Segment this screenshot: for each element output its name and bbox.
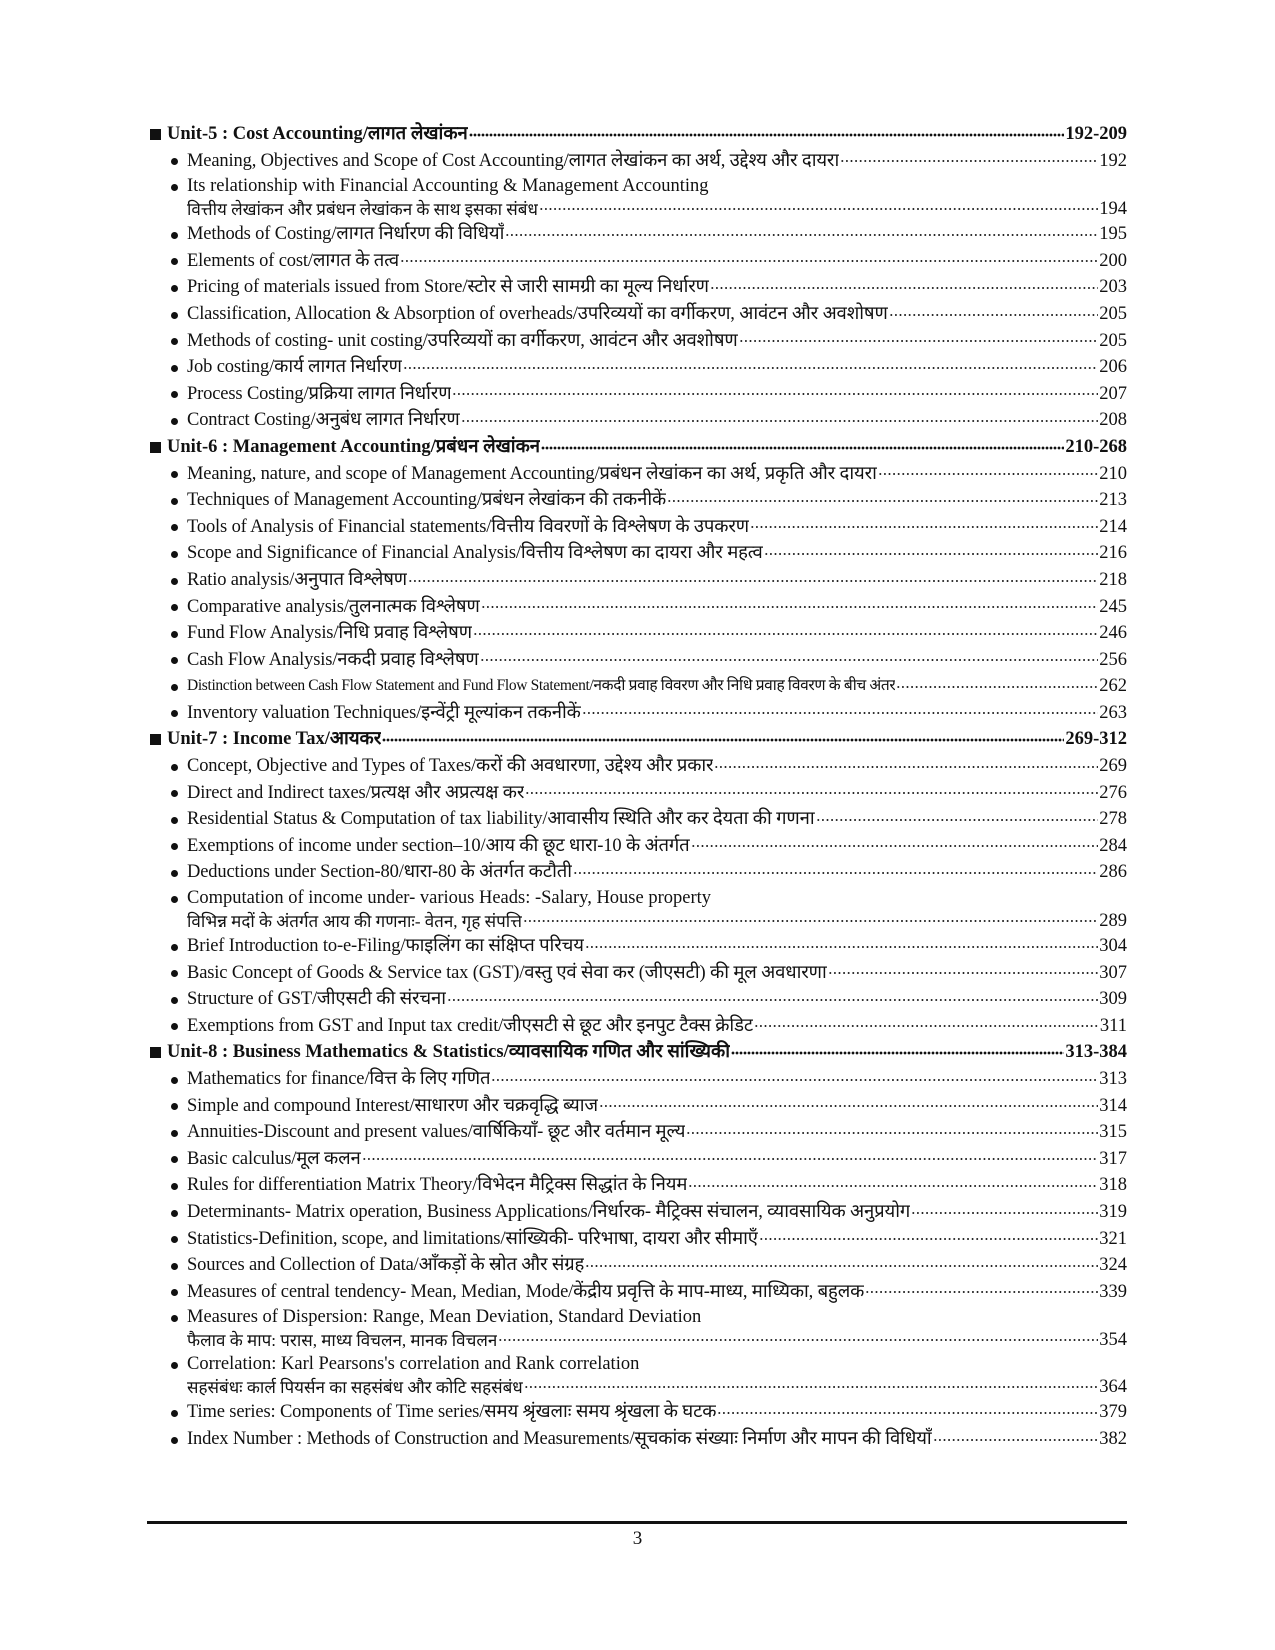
round-bullet-icon (171, 970, 178, 977)
round-bullet-icon (171, 1156, 178, 1163)
dot-leader (828, 967, 1099, 979)
dot-leader (481, 601, 1099, 613)
round-bullet-icon (171, 631, 178, 638)
unit-title: Unit-8 : Business Mathematics & Statistics/व्यावसायिक गणित और सांख्यिकी (167, 1042, 731, 1063)
entry-title: Basic Concept of Goods & Service tax (GST)/वस्तु एवं सेवा कर (जीएसटी) की मूल अवधारणा (187, 962, 827, 983)
entry-title: Tools of Analysis of Financial statements/वित्तीय विवरणों के विश्लेषण के उपकरण (187, 516, 749, 537)
entry-page: 218 (1099, 569, 1127, 590)
toc-entry (147, 148, 1127, 175)
dot-leader (759, 1233, 1098, 1245)
dot-leader (403, 362, 1098, 374)
round-bullet-icon (171, 764, 178, 771)
dot-leader (739, 335, 1099, 347)
entry-title: Determinants- Matrix operation, Business Applications/निर्धारक- मैट्रिक्स संचालन, व्यावसायिक अनुप्रयोग (187, 1201, 911, 1222)
toc-entry (147, 886, 1127, 932)
round-bullet-icon (171, 1315, 178, 1322)
round-bullet-icon (171, 578, 178, 585)
entry-title: Job costing/कार्य लागत निर्धारण (187, 357, 402, 378)
dot-leader (691, 840, 1099, 852)
dot-leader (524, 1381, 1098, 1393)
entry-page: 319 (1099, 1201, 1127, 1222)
round-bullet-icon (171, 684, 178, 691)
entry-title-hindi: वित्तीय लेखांकन और प्रबंधन लेखांकन के साथ इसका संबंध (187, 200, 538, 220)
entry-page: 324 (1099, 1255, 1127, 1276)
round-bullet-icon (171, 1410, 178, 1417)
dot-leader (599, 1100, 1098, 1112)
dot-leader (539, 203, 1098, 215)
entry-page: 262 (1099, 676, 1127, 697)
round-bullet-icon (171, 710, 178, 717)
entry-title: Annuities-Discount and present values/वार्षिकियाँ- छूट और वर्तमान मूल्य (187, 1122, 686, 1143)
dot-leader (764, 548, 1099, 560)
round-bullet-icon (171, 338, 178, 345)
entry-page: 311 (1099, 1015, 1127, 1036)
dot-leader (573, 867, 1098, 879)
entry-title: Pricing of materials issued from Store/स्टोर से जारी सामग्री का मूल्य निर्धारण (187, 277, 709, 298)
toc-entry (147, 960, 1127, 987)
entry-page: 309 (1099, 989, 1127, 1010)
entry-title-english: Its relationship with Financial Accounting & Management Accounting (187, 176, 709, 197)
entry-page: 205 (1099, 330, 1127, 351)
unit-title: Unit-6 : Management Accounting/प्रबंधन लेखांकन (167, 436, 541, 457)
unit-heading (147, 1039, 1127, 1066)
round-bullet-icon (171, 1289, 178, 1296)
round-bullet-icon (171, 184, 178, 191)
entry-page: 364 (1099, 1377, 1127, 1398)
toc-entry (147, 487, 1127, 514)
round-bullet-icon (171, 1362, 178, 1369)
toc-entry (147, 407, 1127, 434)
entry-title: Classification, Allocation & Absorption of overheads/उपरिव्ययों का वर्गीकरण, आवंटन और अवशोषण (187, 303, 888, 324)
entry-title: Brief Introduction to-e-Filing/फाइलिंग का संक्षिप्त परिचय (187, 936, 584, 957)
dot-leader (750, 521, 1098, 533)
entry-page: 307 (1099, 962, 1127, 983)
dot-leader (686, 1127, 1098, 1139)
entry-title: Methods of costing- unit costing/उपरिव्ययों का वर्गीकरण, आवंटन और अवशोषण (187, 330, 738, 351)
dot-leader (473, 628, 1098, 640)
dot-leader (541, 442, 1064, 454)
dot-leader (731, 1047, 1064, 1059)
entry-title-hindi: सहसंबंधः कार्ल पियर्सन का सहसंबंध और कोटि सहसंबंध (187, 1378, 523, 1398)
entry-page: 203 (1099, 277, 1127, 298)
entry-title: Ratio analysis/अनुपात विश्लेषण (187, 569, 408, 590)
entry-page: 246 (1099, 623, 1127, 644)
toc-entry (147, 221, 1127, 248)
entry-title: Inventory valuation Techniques/इन्वेंट्री मूल्यांकन तकनीकें (187, 702, 581, 723)
entry-page: 210 (1099, 463, 1127, 484)
entry-page: 263 (1099, 702, 1127, 723)
toc-entry (147, 301, 1127, 328)
toc-entry (147, 753, 1127, 780)
round-bullet-icon (171, 1263, 178, 1270)
entry-title: Fund Flow Analysis/निधि प्रवाह विश्लेषण (187, 623, 472, 644)
toc-entry (147, 1172, 1127, 1199)
entry-title: Basic calculus/मूल कलन (187, 1148, 361, 1169)
round-bullet-icon (171, 158, 178, 165)
round-bullet-icon (171, 870, 178, 877)
entry-page: 192 (1099, 150, 1127, 171)
square-bullet-icon (150, 129, 161, 140)
dot-leader (889, 309, 1099, 321)
toc-entry (147, 274, 1127, 301)
dot-leader (400, 255, 1098, 267)
toc-entry (147, 780, 1127, 807)
entry-page: 379 (1099, 1402, 1127, 1423)
entry-page: 216 (1099, 543, 1127, 564)
dot-leader (667, 495, 1098, 507)
dot-leader (447, 994, 1098, 1006)
square-bullet-icon (150, 442, 161, 453)
entry-title: Simple and compound Interest/साधारण और चक्रवृद्धि ब्याज (187, 1095, 599, 1116)
round-bullet-icon (171, 657, 178, 664)
round-bullet-icon (171, 944, 178, 951)
entry-page: 286 (1099, 862, 1127, 883)
toc-entry (147, 1226, 1127, 1253)
dot-leader (688, 1180, 1098, 1192)
toc-entry (147, 1093, 1127, 1120)
unit-page-range: 210-268 (1065, 436, 1127, 457)
toc-entry (147, 700, 1127, 727)
round-bullet-icon (171, 365, 178, 372)
entry-title: Exemptions from GST and Input tax credit/जीएसटी से छूट और इनपुट टैक्स क्रेडिट (187, 1015, 754, 1036)
round-bullet-icon (171, 551, 178, 558)
entry-title-english: Correlation: Karl Pearsons's correlation and Rank correlation (187, 1354, 640, 1375)
entry-page: 195 (1099, 224, 1127, 245)
entry-page: 284 (1099, 835, 1127, 856)
dot-leader (452, 388, 1098, 400)
unit-page-range: 269-312 (1065, 729, 1127, 750)
entry-title-english: Measures of Dispersion: Range, Mean Deviation, Standard Deviation (187, 1307, 702, 1328)
entry-title: Measures of central tendency- Mean, Median, Mode/केंद्रीय प्रवृत्ति के माप-माध्य, माध्यिका, बहुलक (187, 1281, 865, 1302)
toc-entry (147, 1305, 1127, 1351)
entry-title: Cash Flow Analysis/नकदी प्रवाह विश्लेषण (187, 649, 479, 670)
entry-title: Meaning, nature, and scope of Management Accounting/प्रबंधन लेखांकन का अर्थ, प्रकृति और दायरा (187, 463, 877, 484)
dot-leader (585, 1260, 1098, 1272)
toc-entry (147, 859, 1127, 886)
entry-title: Techniques of Management Accounting/प्रबंधन लेखांकन की तकनीकें (187, 490, 667, 511)
toc-entry (147, 381, 1127, 408)
unit-heading (147, 726, 1127, 753)
page-number: 3 (632, 1528, 643, 1549)
toc-entry (147, 514, 1127, 541)
unit-page-range: 313-384 (1065, 1042, 1127, 1063)
unit-title: Unit-5 : Cost Accounting/लागत लेखांकन (167, 124, 468, 144)
round-bullet-icon (171, 1130, 178, 1137)
round-bullet-icon (171, 604, 178, 611)
entry-title-english: Computation of income under- various Heads: -Salary, House property (187, 888, 712, 909)
toc-entry (147, 1066, 1127, 1093)
toc-entry (147, 673, 1127, 700)
round-bullet-icon (171, 1103, 178, 1110)
dot-leader (717, 1407, 1098, 1419)
entry-title-hindi: फैलाव के माप: परास, माध्य विचलन, मानक विचलन (187, 1331, 498, 1351)
entry-page: 208 (1099, 410, 1127, 431)
dot-leader (933, 1434, 1099, 1446)
entry-page: 354 (1099, 1330, 1127, 1351)
entry-title: Time series: Components of Time series/समय श्रृंखलाः समय श्रृंखला के घटक (187, 1402, 717, 1423)
round-bullet-icon (171, 1236, 178, 1243)
entry-title: Concept, Objective and Types of Taxes/करों की अवधारणा, उद्देश्य और प्रकार (187, 756, 714, 777)
entry-page: 194 (1099, 199, 1127, 220)
toc-entry (147, 354, 1127, 381)
round-bullet-icon (171, 817, 178, 824)
toc-entry (147, 647, 1127, 674)
dot-leader (896, 681, 1098, 693)
dot-leader (525, 787, 1098, 799)
dot-leader (878, 468, 1098, 480)
toc-entry (147, 1352, 1127, 1398)
dot-leader (382, 734, 1064, 746)
dot-leader (714, 761, 1098, 773)
toc-entry (147, 1013, 1127, 1040)
round-bullet-icon (171, 1023, 178, 1030)
round-bullet-icon (171, 1210, 178, 1217)
square-bullet-icon (150, 1047, 161, 1058)
toc-entry (147, 594, 1127, 621)
entry-page: 304 (1099, 936, 1127, 957)
dot-leader (461, 415, 1099, 427)
dot-leader (911, 1207, 1098, 1219)
round-bullet-icon (171, 471, 178, 478)
entry-page: 314 (1099, 1095, 1127, 1116)
entry-title: Exemptions of income under section–10/आय की छूट धारा-10 के अंतर्गत (187, 835, 690, 856)
toc-entry (147, 1426, 1127, 1453)
round-bullet-icon (171, 1077, 178, 1084)
dot-leader (480, 654, 1099, 666)
round-bullet-icon (171, 391, 178, 398)
dot-leader (816, 814, 1099, 826)
entry-title: Direct and Indirect taxes/प्रत्यक्ष और अप्रत्यक्ष कर (187, 782, 525, 803)
round-bullet-icon (171, 285, 178, 292)
round-bullet-icon (171, 896, 178, 903)
toc-entry (147, 248, 1127, 275)
dot-leader (362, 1153, 1099, 1165)
round-bullet-icon (171, 997, 178, 1004)
entry-page: 289 (1099, 911, 1127, 932)
dot-leader (582, 707, 1099, 719)
dot-leader (865, 1286, 1098, 1298)
entry-title: Deductions under Section-80/धारा-80 के अंतर्गत कटौती (187, 862, 572, 883)
entry-title: Sources and Collection of Data/आँकड़ों के स्रोत और संग्रह (187, 1255, 585, 1276)
toc-entry (147, 567, 1127, 594)
entry-title: Rules for differentiation Matrix Theory/विभेदन मैट्रिक्स सिद्धांत के नियम (187, 1175, 688, 1196)
entry-page: 313 (1099, 1069, 1127, 1089)
entry-page: 315 (1099, 1122, 1127, 1143)
toc-entry (147, 806, 1127, 833)
square-bullet-icon (150, 734, 161, 745)
round-bullet-icon (171, 1183, 178, 1190)
toc-entry (147, 833, 1127, 860)
toc-entry (147, 174, 1127, 220)
dot-leader (408, 575, 1098, 587)
entry-page: 206 (1099, 357, 1127, 378)
dot-leader (469, 129, 1065, 141)
entry-title: Distinction between Cash Flow Statement and Fund Flow Statement/नकदी प्रवाह विवरण और निधि प्रवाह विवरण के बीच अंतर (187, 677, 896, 695)
entry-page: 321 (1099, 1228, 1127, 1249)
toc-entry (147, 328, 1127, 355)
round-bullet-icon (171, 843, 178, 850)
toc-entry (147, 1199, 1127, 1226)
entry-title: Residential Status & Computation of tax liability/आवासीय स्थिति और कर देयता की गणना (187, 809, 815, 830)
entry-page: 256 (1099, 649, 1127, 670)
unit-title: Unit-7 : Income Tax/आयकर (167, 729, 382, 750)
dot-leader (498, 1334, 1098, 1346)
round-bullet-icon (171, 790, 178, 797)
entry-page: 207 (1099, 383, 1127, 404)
round-bullet-icon (171, 418, 178, 425)
unit-heading (147, 434, 1127, 461)
dot-leader (523, 915, 1098, 927)
dot-leader (505, 229, 1098, 241)
toc-entry (147, 620, 1127, 647)
toc-entry (147, 461, 1127, 488)
round-bullet-icon (171, 498, 178, 505)
round-bullet-icon (171, 312, 178, 319)
unit-page-range: 192-209 (1065, 124, 1127, 144)
round-bullet-icon (171, 1437, 178, 1444)
entry-page: 276 (1099, 782, 1127, 803)
toc-entry (147, 540, 1127, 567)
round-bullet-icon (171, 232, 178, 239)
entry-page: 213 (1099, 490, 1127, 511)
entry-title: Statistics-Definition, scope, and limitations/सांख्यिकी- परिभाषा, दायरा और सीमाएँ (187, 1228, 758, 1249)
round-bullet-icon (171, 258, 178, 265)
entry-title: Methods of Costing/लागत निर्धारण की विधियाँ (187, 224, 505, 245)
entry-title: Scope and Significance of Financial Analysis/वित्तीय विश्लेषण का दायरा और महत्व (187, 543, 763, 564)
toc-entry (147, 1119, 1127, 1146)
entry-title: Index Number : Methods of Construction and Measurements/सूचकांक संख्याः निर्माण और मापन की विधियाँ (187, 1428, 932, 1449)
toc-entry (147, 986, 1127, 1013)
entry-page: 278 (1099, 809, 1127, 830)
entry-page: 214 (1099, 516, 1127, 537)
entry-title: Meaning, Objectives and Scope of Cost Accounting/लागत लेखांकन का अर्थ, उद्देश्य और दायरा (187, 150, 840, 171)
entry-page: 339 (1099, 1281, 1127, 1302)
toc-entry (147, 933, 1127, 960)
entry-title: Structure of GST/जीएसटी की संरचना (187, 989, 446, 1010)
entry-title: Elements of cost/लागत के तत्व (187, 250, 400, 271)
footer-rule (147, 1521, 1127, 1524)
entry-page: 269 (1099, 756, 1127, 777)
toc-entry (147, 1399, 1127, 1426)
entry-title: Comparative analysis/तुलनात्मक विश्लेषण (187, 596, 480, 617)
dot-leader (585, 941, 1098, 953)
entry-title: Mathematics for finance/वित्त के लिए गणित (187, 1069, 491, 1089)
unit-heading (147, 121, 1127, 148)
toc-entry (147, 1252, 1127, 1279)
entry-page: 318 (1099, 1175, 1127, 1196)
table-of-contents (147, 121, 1127, 1453)
dot-leader (840, 155, 1098, 167)
toc-entry (147, 1146, 1127, 1173)
round-bullet-icon (171, 524, 178, 531)
dot-leader (754, 1020, 1099, 1032)
entry-title-hindi: विभिन्न मदों के अंतर्गत आय की गणनाः- वेतन, गृह संपत्ति (187, 912, 522, 932)
entry-page: 205 (1099, 303, 1127, 324)
entry-page: 245 (1099, 596, 1127, 617)
entry-page: 200 (1099, 250, 1127, 271)
dot-leader (710, 282, 1098, 294)
entry-page: 317 (1099, 1148, 1127, 1169)
dot-leader (491, 1074, 1098, 1086)
entry-title: Contract Costing/अनुबंध लागत निर्धारण (187, 410, 460, 431)
entry-title: Process Costing/प्रक्रिया लागत निर्धारण (187, 383, 452, 404)
toc-entry (147, 1279, 1127, 1306)
entry-page: 382 (1099, 1428, 1127, 1449)
